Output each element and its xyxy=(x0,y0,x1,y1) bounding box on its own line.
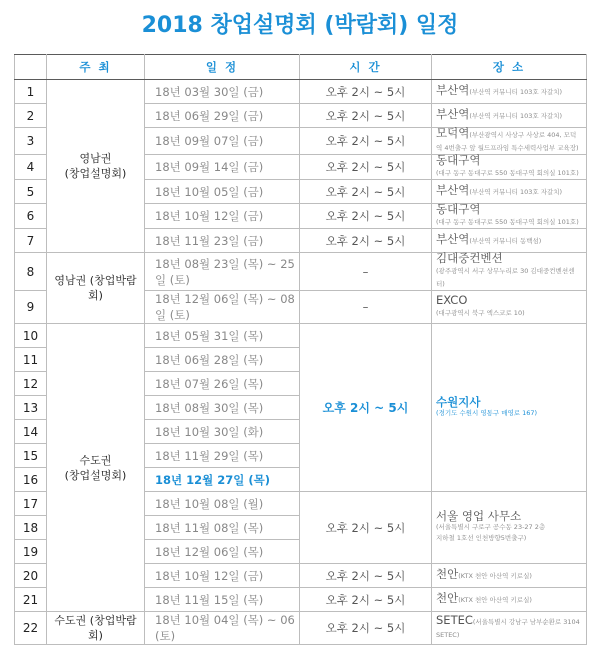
place-cell xyxy=(432,104,587,128)
date-cell: 18년 10월 05일 (금) xyxy=(145,180,300,204)
row-number: 17 xyxy=(15,492,47,516)
time-cell-seoul: 오후 2시 ~ 5시 xyxy=(300,492,432,564)
place-name: 부산역 xyxy=(436,183,470,197)
place-name: 동대구역 xyxy=(436,153,481,167)
host-type: (창업설명회) xyxy=(64,167,127,180)
table-row xyxy=(15,80,587,104)
date-cell: 18년 06월 29일 (금) xyxy=(145,104,300,128)
place-cell-seoul xyxy=(432,492,587,564)
date-cell: 18년 03월 30일 (금) xyxy=(145,80,300,104)
place-address: (KTX 천안 아산역 키로실) xyxy=(458,572,532,580)
row-number: 14 xyxy=(15,420,47,444)
row-number: 11 xyxy=(15,348,47,372)
time-cell: 오후 2시 ~ 5시 xyxy=(300,229,432,253)
date-cell: 18년 07월 26일 (목) xyxy=(145,372,300,396)
place-name: 부산역 xyxy=(436,107,470,121)
date-cell: 18년 11월 29일 (목) xyxy=(145,444,300,468)
time-cell: 오후 2시 ~ 5시 xyxy=(300,588,432,612)
host-cell: 수도권 (창업박람회) xyxy=(47,612,145,645)
host-region: 수도권 xyxy=(79,453,112,467)
table-row xyxy=(15,324,587,348)
row-number: 2 xyxy=(15,104,47,128)
table-header-row xyxy=(15,55,587,80)
date-cell-highlighted: 18년 12월 27일 (목) xyxy=(145,468,300,492)
date-cell: 18년 05월 31일 (목) xyxy=(145,324,300,348)
time-cell: 오후 2시 ~ 5시 xyxy=(300,564,432,588)
row-number: 15 xyxy=(15,444,47,468)
header-place: 장 소 xyxy=(432,55,587,80)
time-cell: 오후 2시 ~ 5시 xyxy=(300,155,432,180)
date-cell: 18년 10월 04일 (목) ~ 06 (토) xyxy=(145,612,300,645)
time-cell: 오후 2시 ~ 5시 xyxy=(300,104,432,128)
row-number: 20 xyxy=(15,564,47,588)
place-address: (KTX 천안 아산역 키로실) xyxy=(458,596,532,604)
row-number: 18 xyxy=(15,516,47,540)
place-name: EXCO xyxy=(436,293,468,307)
place-cell xyxy=(432,155,587,180)
place-address: (부산역 커뮤니티 103호 자갈치) xyxy=(469,112,563,120)
time-cell: 오후 2시 ~ 5시 xyxy=(300,128,432,155)
host-cell xyxy=(47,324,145,612)
date-cell: 18년 08월 30일 (목) xyxy=(145,396,300,420)
date-cell: 18년 10월 08일 (월) xyxy=(145,492,300,516)
row-number: 12 xyxy=(15,372,47,396)
date-cell: 18년 09월 07일 (금) xyxy=(145,128,300,155)
place-cell xyxy=(432,253,587,291)
place-cell xyxy=(432,204,587,229)
date-cell: 18년 11월 23일 (금) xyxy=(145,229,300,253)
place-cell xyxy=(432,564,587,588)
header-number xyxy=(15,55,47,80)
place-name: 수원지사 xyxy=(436,394,481,409)
place-cell xyxy=(432,80,587,104)
host-type: (창업설명회) xyxy=(64,468,127,482)
place-name: 김대중컨벤션 xyxy=(436,251,503,265)
place-cell xyxy=(432,180,587,204)
date-cell: 18년 09월 14일 (금) xyxy=(145,155,300,180)
place-name: 동대구역 xyxy=(436,202,481,216)
place-address: (부산역 커뮤니티 동백섬) xyxy=(469,237,542,245)
place-cell xyxy=(432,229,587,253)
row-number: 21 xyxy=(15,588,47,612)
table-row xyxy=(15,253,587,291)
place-address: (대구광역시 북구 엑스코로 10) xyxy=(436,309,525,317)
date-cell: 18년 06월 28일 (목) xyxy=(145,348,300,372)
header-time: 시 간 xyxy=(300,55,432,80)
row-number: 10 xyxy=(15,324,47,348)
date-cell: 18년 10월 12일 (금) xyxy=(145,564,300,588)
place-name: 천안 xyxy=(436,591,459,605)
place-cell xyxy=(432,612,587,645)
row-number: 19 xyxy=(15,540,47,564)
place-name: 부산역 xyxy=(436,232,470,246)
row-number: 16 xyxy=(15,468,47,492)
place-address: (부산역 커뮤니티 103호 자갈치) xyxy=(469,88,563,96)
header-date: 일 정 xyxy=(145,55,300,80)
date-cell: 18년 10월 12일 (금) xyxy=(145,204,300,229)
row-number: 8 xyxy=(15,253,47,291)
time-cell: – xyxy=(300,253,432,291)
date-cell: 18년 11월 15일 (목) xyxy=(145,588,300,612)
place-name: 부산역 xyxy=(436,83,470,97)
header-host: 주 최 xyxy=(47,55,145,80)
date-cell: 18년 12월 06일 (목) xyxy=(145,540,300,564)
time-cell: 오후 2시 ~ 5시 xyxy=(300,612,432,645)
row-number: 7 xyxy=(15,229,47,253)
place-address: (서울특별시 강남구 남부순환로 3104 SETEC) xyxy=(436,618,580,639)
time-cell-suwon: 오후 2시 ~ 5시 xyxy=(300,324,432,492)
host-cell xyxy=(47,80,145,253)
date-cell: 18년 08월 23일 (목) ~ 25일 (토) xyxy=(145,253,300,291)
host-region: 영남권 xyxy=(79,152,112,165)
place-address: (광주광역시 서구 상무누리로 30 김대중컨벤션센터) xyxy=(436,267,575,288)
place-name: 천안 xyxy=(436,567,459,581)
place-address: (부산광역시 사상구 사상로 404, 모덕역 4번출구 앞 월드프라임 특수세력사업부 교육장) xyxy=(436,131,579,152)
schedule-table xyxy=(14,54,587,645)
row-number: 9 xyxy=(15,291,47,324)
host-cell: 영남권 (창업박람회) xyxy=(47,253,145,324)
row-number: 5 xyxy=(15,180,47,204)
date-cell: 18년 10월 30일 (화) xyxy=(145,420,300,444)
place-address: (경기도 수원시 영통구 매영로 167) xyxy=(436,408,538,417)
place-cell xyxy=(432,588,587,612)
row-number: 4 xyxy=(15,155,47,180)
row-number: 6 xyxy=(15,204,47,229)
place-cell xyxy=(432,128,587,155)
place-address: (대구 동구 동대구로 550 동대구역 회의실 101호) xyxy=(436,218,579,226)
row-number: 13 xyxy=(15,396,47,420)
place-address: (서울특별시 구로구 공수동 23-27 2층 xyxy=(436,523,546,531)
row-number: 22 xyxy=(15,612,47,645)
date-cell: 18년 11월 08일 (목) xyxy=(145,516,300,540)
time-cell: 오후 2시 ~ 5시 xyxy=(300,80,432,104)
time-cell: – xyxy=(300,291,432,324)
place-address: (대구 동구 동대구로 550 동대구역 회의실 101호) xyxy=(436,169,579,177)
place-name: SETEC xyxy=(436,613,473,627)
time-cell: 오후 2시 ~ 5시 xyxy=(300,180,432,204)
place-name: 모덕역 xyxy=(436,126,470,140)
place-address-line2: 지하철 1호선 인천방향5번출구) xyxy=(436,534,527,542)
row-number: 1 xyxy=(15,80,47,104)
date-cell: 18년 12월 06일 (목) ~ 08일 (토) xyxy=(145,291,300,324)
place-name: 서울 영업 사무소 xyxy=(436,509,522,523)
place-cell xyxy=(432,291,587,324)
place-address: (부산역 커뮤니티 103호 자갈치) xyxy=(469,188,563,196)
page-title: 2018 창업설명회 (박람회) 일정 xyxy=(141,13,459,38)
row-number: 3 xyxy=(15,128,47,155)
table-row xyxy=(15,612,587,645)
place-cell-suwon xyxy=(432,324,587,492)
time-cell: 오후 2시 ~ 5시 xyxy=(300,204,432,229)
